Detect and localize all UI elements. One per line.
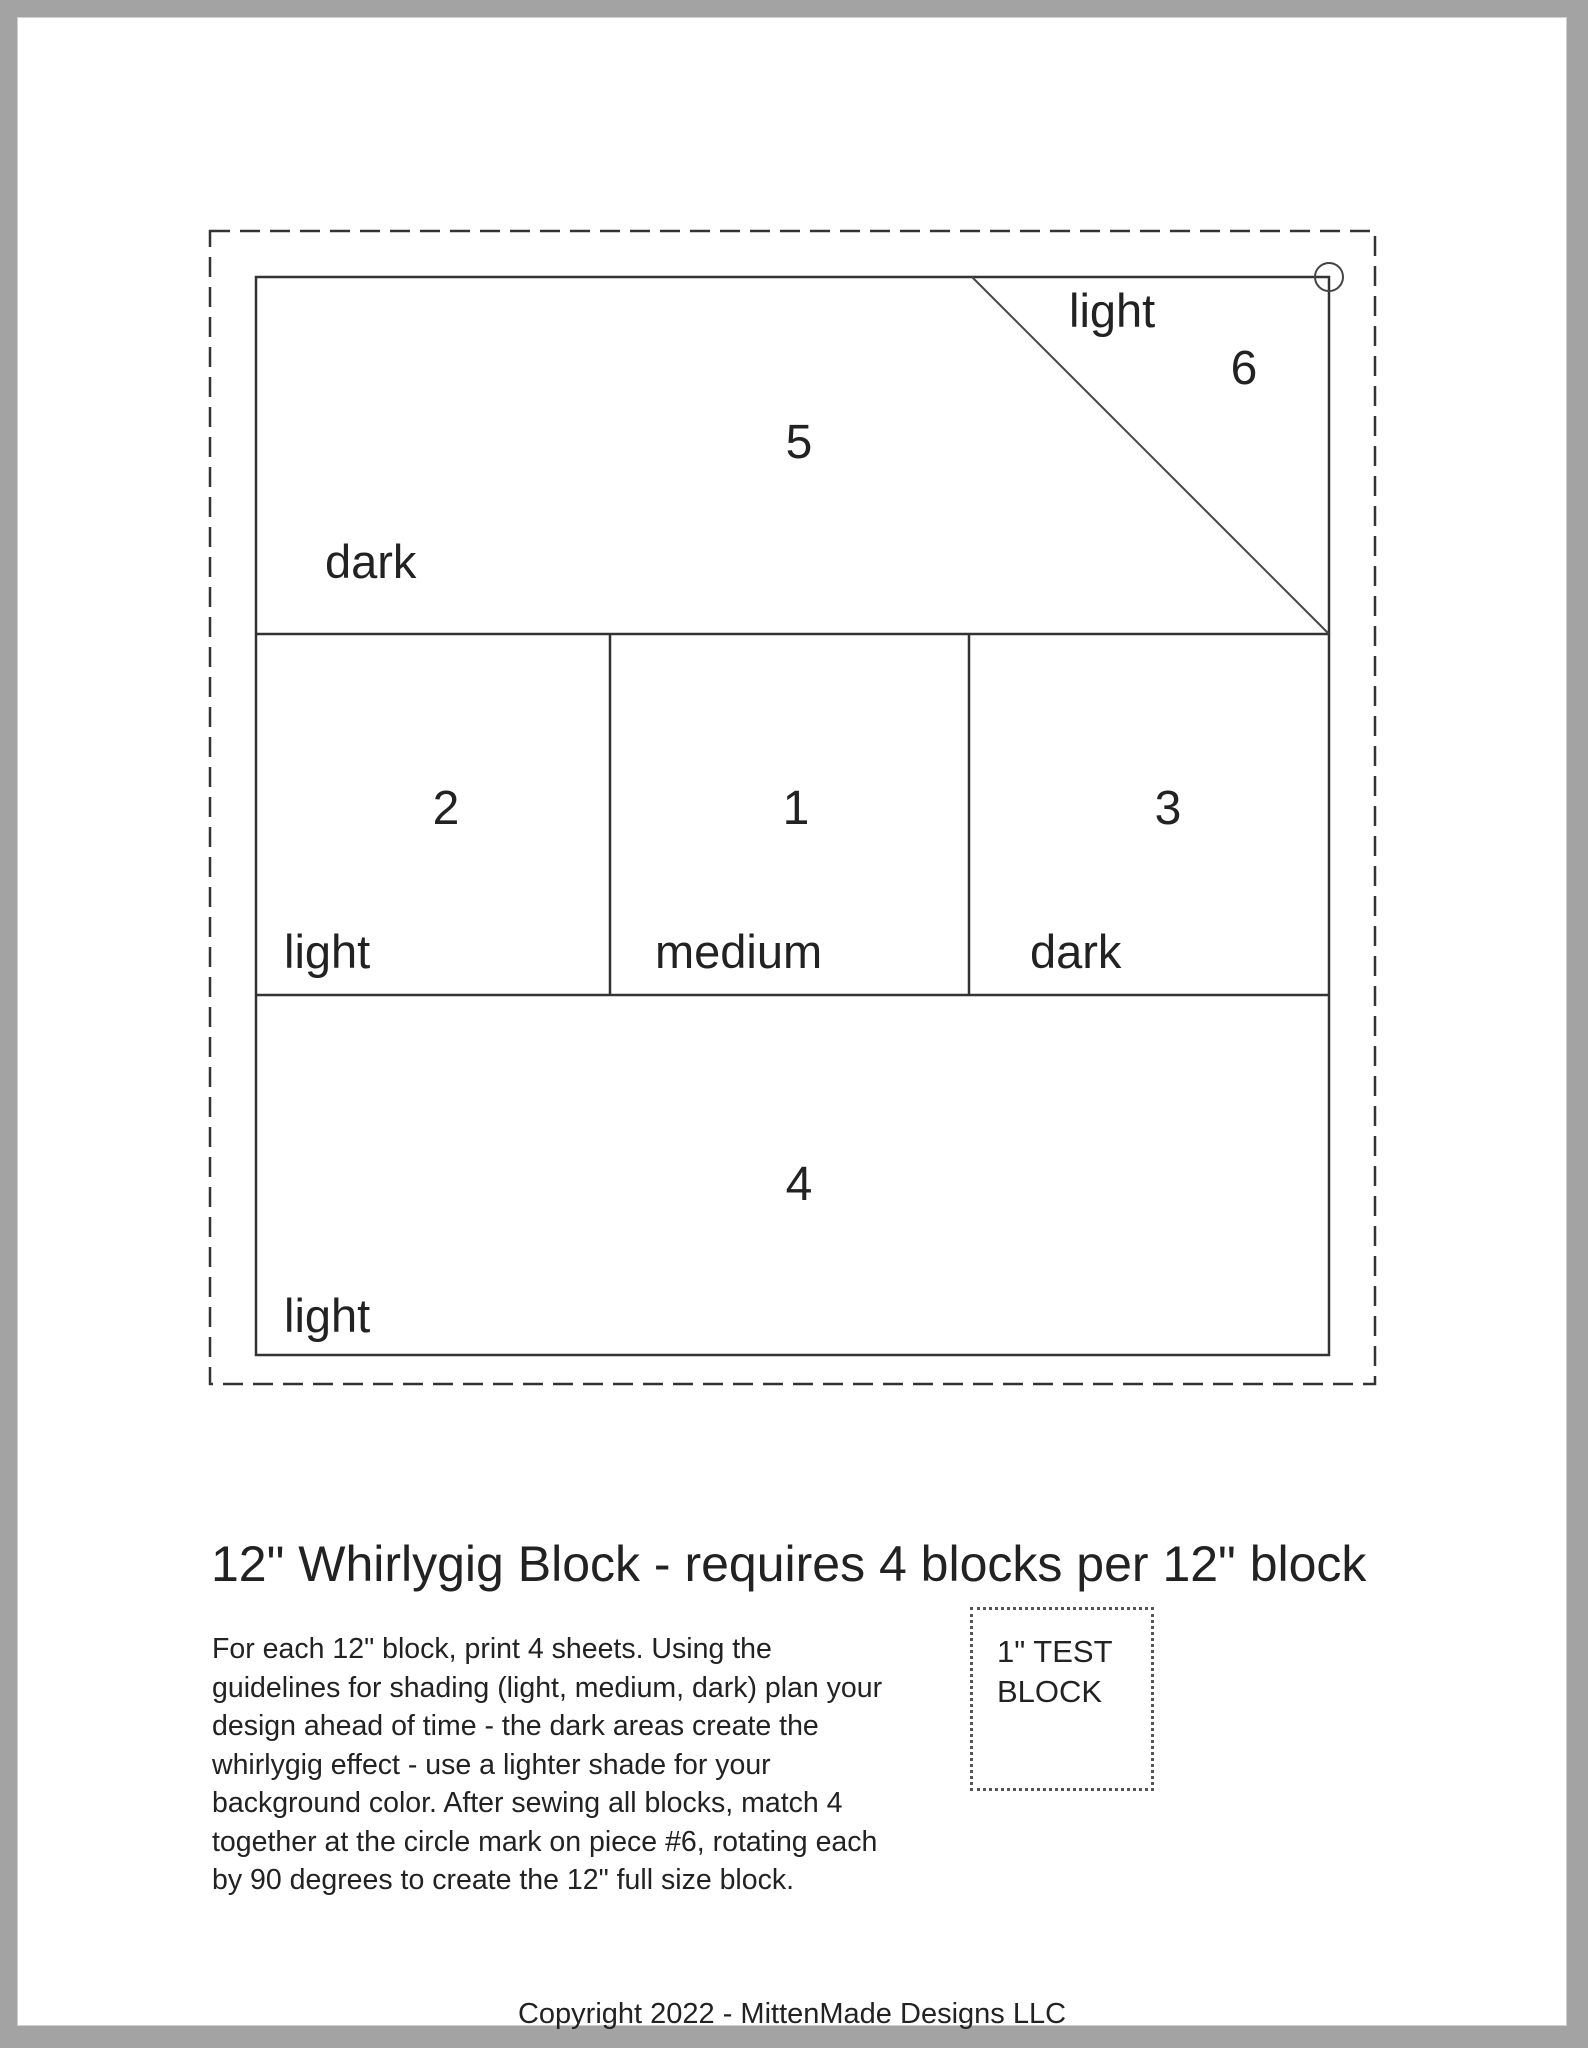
foundation-pattern-diagram [18,18,1568,1518]
piece-number-3: 3 [1154,782,1182,835]
piece-number-4: 4 [785,1158,813,1211]
shade-label-piece-2: light [284,925,371,978]
shade-label-piece-5: dark [325,535,417,588]
shade-label-piece-4: light [284,1289,371,1342]
test-block [970,1607,1154,1791]
test-block-label-line2: BLOCK [997,1674,1103,1709]
shade-label-piece-6: light [1069,284,1156,337]
piece-number-6: 6 [1230,342,1258,395]
instructions-text: For each 12" block, print 4 sheets. Using the guidelines for shading (light, medium, dark) plan your design ahead of time - the dark areas create the whirlygig effect - use a lighter shade for your background color. After sewing all blocks, match 4 together at the circle mark on piece #6, rotating each by 90 degrees to create the 12" full size block. [212,1633,883,1896]
shade-label-piece-1: medium [655,925,823,978]
test-block-label-line1: 1" TEST [997,1634,1113,1669]
copyright-notice: Copyright 2022 - MittenMade Designs LLC [517,1998,1067,2030]
test-block-label [997,1632,1113,1712]
shade-label-piece-3: dark [1030,925,1122,978]
page-title: 12" Whirlygig Block - requires 4 blocks per 12" block [211,1536,1367,1592]
pattern-sheet [17,17,1567,2030]
piece-number-1: 1 [782,782,810,835]
piece-number-5: 5 [785,416,813,469]
piece-number-2: 2 [432,782,460,835]
